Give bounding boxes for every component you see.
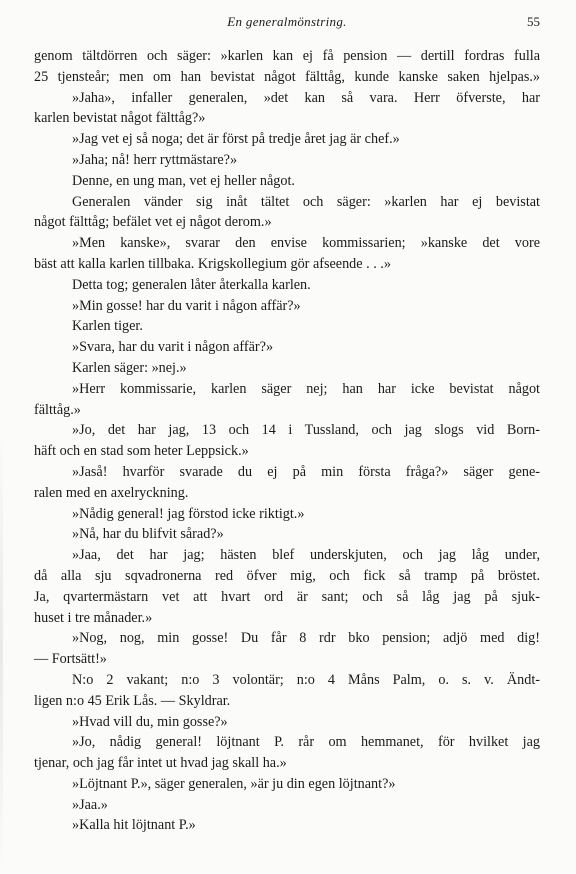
text-line: »Nådig general! jag förstod icke riktigt.» <box>72 505 305 522</box>
text-line: »Nå, har du blifvit sårad?» <box>72 526 224 543</box>
text-line: Karlen säger: »nej.» <box>72 359 187 376</box>
text-line: »Hvad vill du, min gosse?» <box>72 713 228 730</box>
text-line: karlen bevistat något fälttåg?» <box>34 110 206 127</box>
text-line: »Jaha», infaller generalen, »det kan så vara. Herr öfverste, har <box>72 89 540 106</box>
text-line: tjenar, och jag får intet ut hvad jag skall ha.» <box>34 755 287 772</box>
text-line: »Kalla hit löjtnant P.» <box>72 817 196 834</box>
text-line: »Jo, det har jag, 13 och 14 i Tussland, och jag slogs vid Born- <box>72 422 540 439</box>
text-line: »Jaa, det har jag; hästen blef underskjuten, och jag låg under, <box>72 547 540 564</box>
text-line: »Herr kommissarie, karlen säger nej; han har icke bevistat något <box>72 380 540 397</box>
text-line: Detta tog; generalen låter återkalla karlen. <box>72 276 311 293</box>
text-line: »Jaa.» <box>72 796 108 813</box>
text-line: »Nog, nog, min gosse! Du får 8 rdr bko pension; adjö med dig! <box>72 630 540 647</box>
text-line: Generalen vänder sig inåt tältet och säger: »karlen har ej bevistat <box>72 193 540 210</box>
text-line: »Svara, har du varit i någon affär?» <box>72 339 274 356</box>
text-line: häft och en stad som heter Leppsick.» <box>34 443 249 460</box>
text-line: Ja, qvartermästarn vet att hvart ord är sant; och så låg jag på sjuk- <box>34 588 540 605</box>
running-title: En generalmönstring. <box>227 14 347 29</box>
text-line: genom tältdörren och säger: »karlen kan ej få pension — dertill fordras fulla <box>34 48 540 64</box>
text-line: fälttåg.» <box>34 401 81 418</box>
text-line: »Min gosse! har du varit i någon affär?» <box>72 297 301 314</box>
page-number: 55 <box>527 14 540 29</box>
page-edge-shadow <box>0 430 3 874</box>
text-line: ligen n:o 45 Erik Lås. — Skyldrar. <box>34 692 231 709</box>
text-line: bäst att kalla karlen tillbaka. Krigskollegium gör afseende . . .» <box>34 255 391 272</box>
text-line: huset i tre månader.» <box>34 609 153 626</box>
text-line: Denne, en ung man, vet ej heller något. <box>72 172 295 189</box>
text-line: »Jag vet ej så noga; det är först på tredje året jag är chef.» <box>72 131 400 148</box>
text-line: »Jo, nådig general! löjtnant P. rår om hemmanet, för hvilket jag <box>72 734 540 751</box>
text-line: då alla sju sqvadronerna red öfver mig, och fick så tramp på bröstet. <box>34 567 540 584</box>
text-line: — Fortsätt!» <box>34 651 107 668</box>
text-line: N:o 2 vakant; n:o 3 volontär; n:o 4 Måns Palm, o. s. v. Ändt- <box>72 671 540 688</box>
text-line: Karlen tiger. <box>72 318 143 335</box>
text-line: ralen med en axelryckning. <box>34 484 189 501</box>
body-text <box>34 46 540 836</box>
text-line: »Jaha; nå! herr ryttmästare?» <box>72 151 238 168</box>
text-line: 25 tjensteår; men om han bevistat något fälttåg, kunde kanske saken hjelpas.» <box>34 68 540 85</box>
text-line: något fälttåg; befälet vet ej något derom.» <box>34 214 272 231</box>
text-line: »Löjtnant P.», säger generalen, »är ju din egen löjtnant?» <box>72 775 396 792</box>
text-line: »Men kanske», svarar den envise kommissarien; »kanske det vore <box>72 235 540 252</box>
text-line: »Jaså! hvarför svarade du ej på min första fråga?» säger gene- <box>72 463 540 480</box>
page-header <box>34 14 540 38</box>
